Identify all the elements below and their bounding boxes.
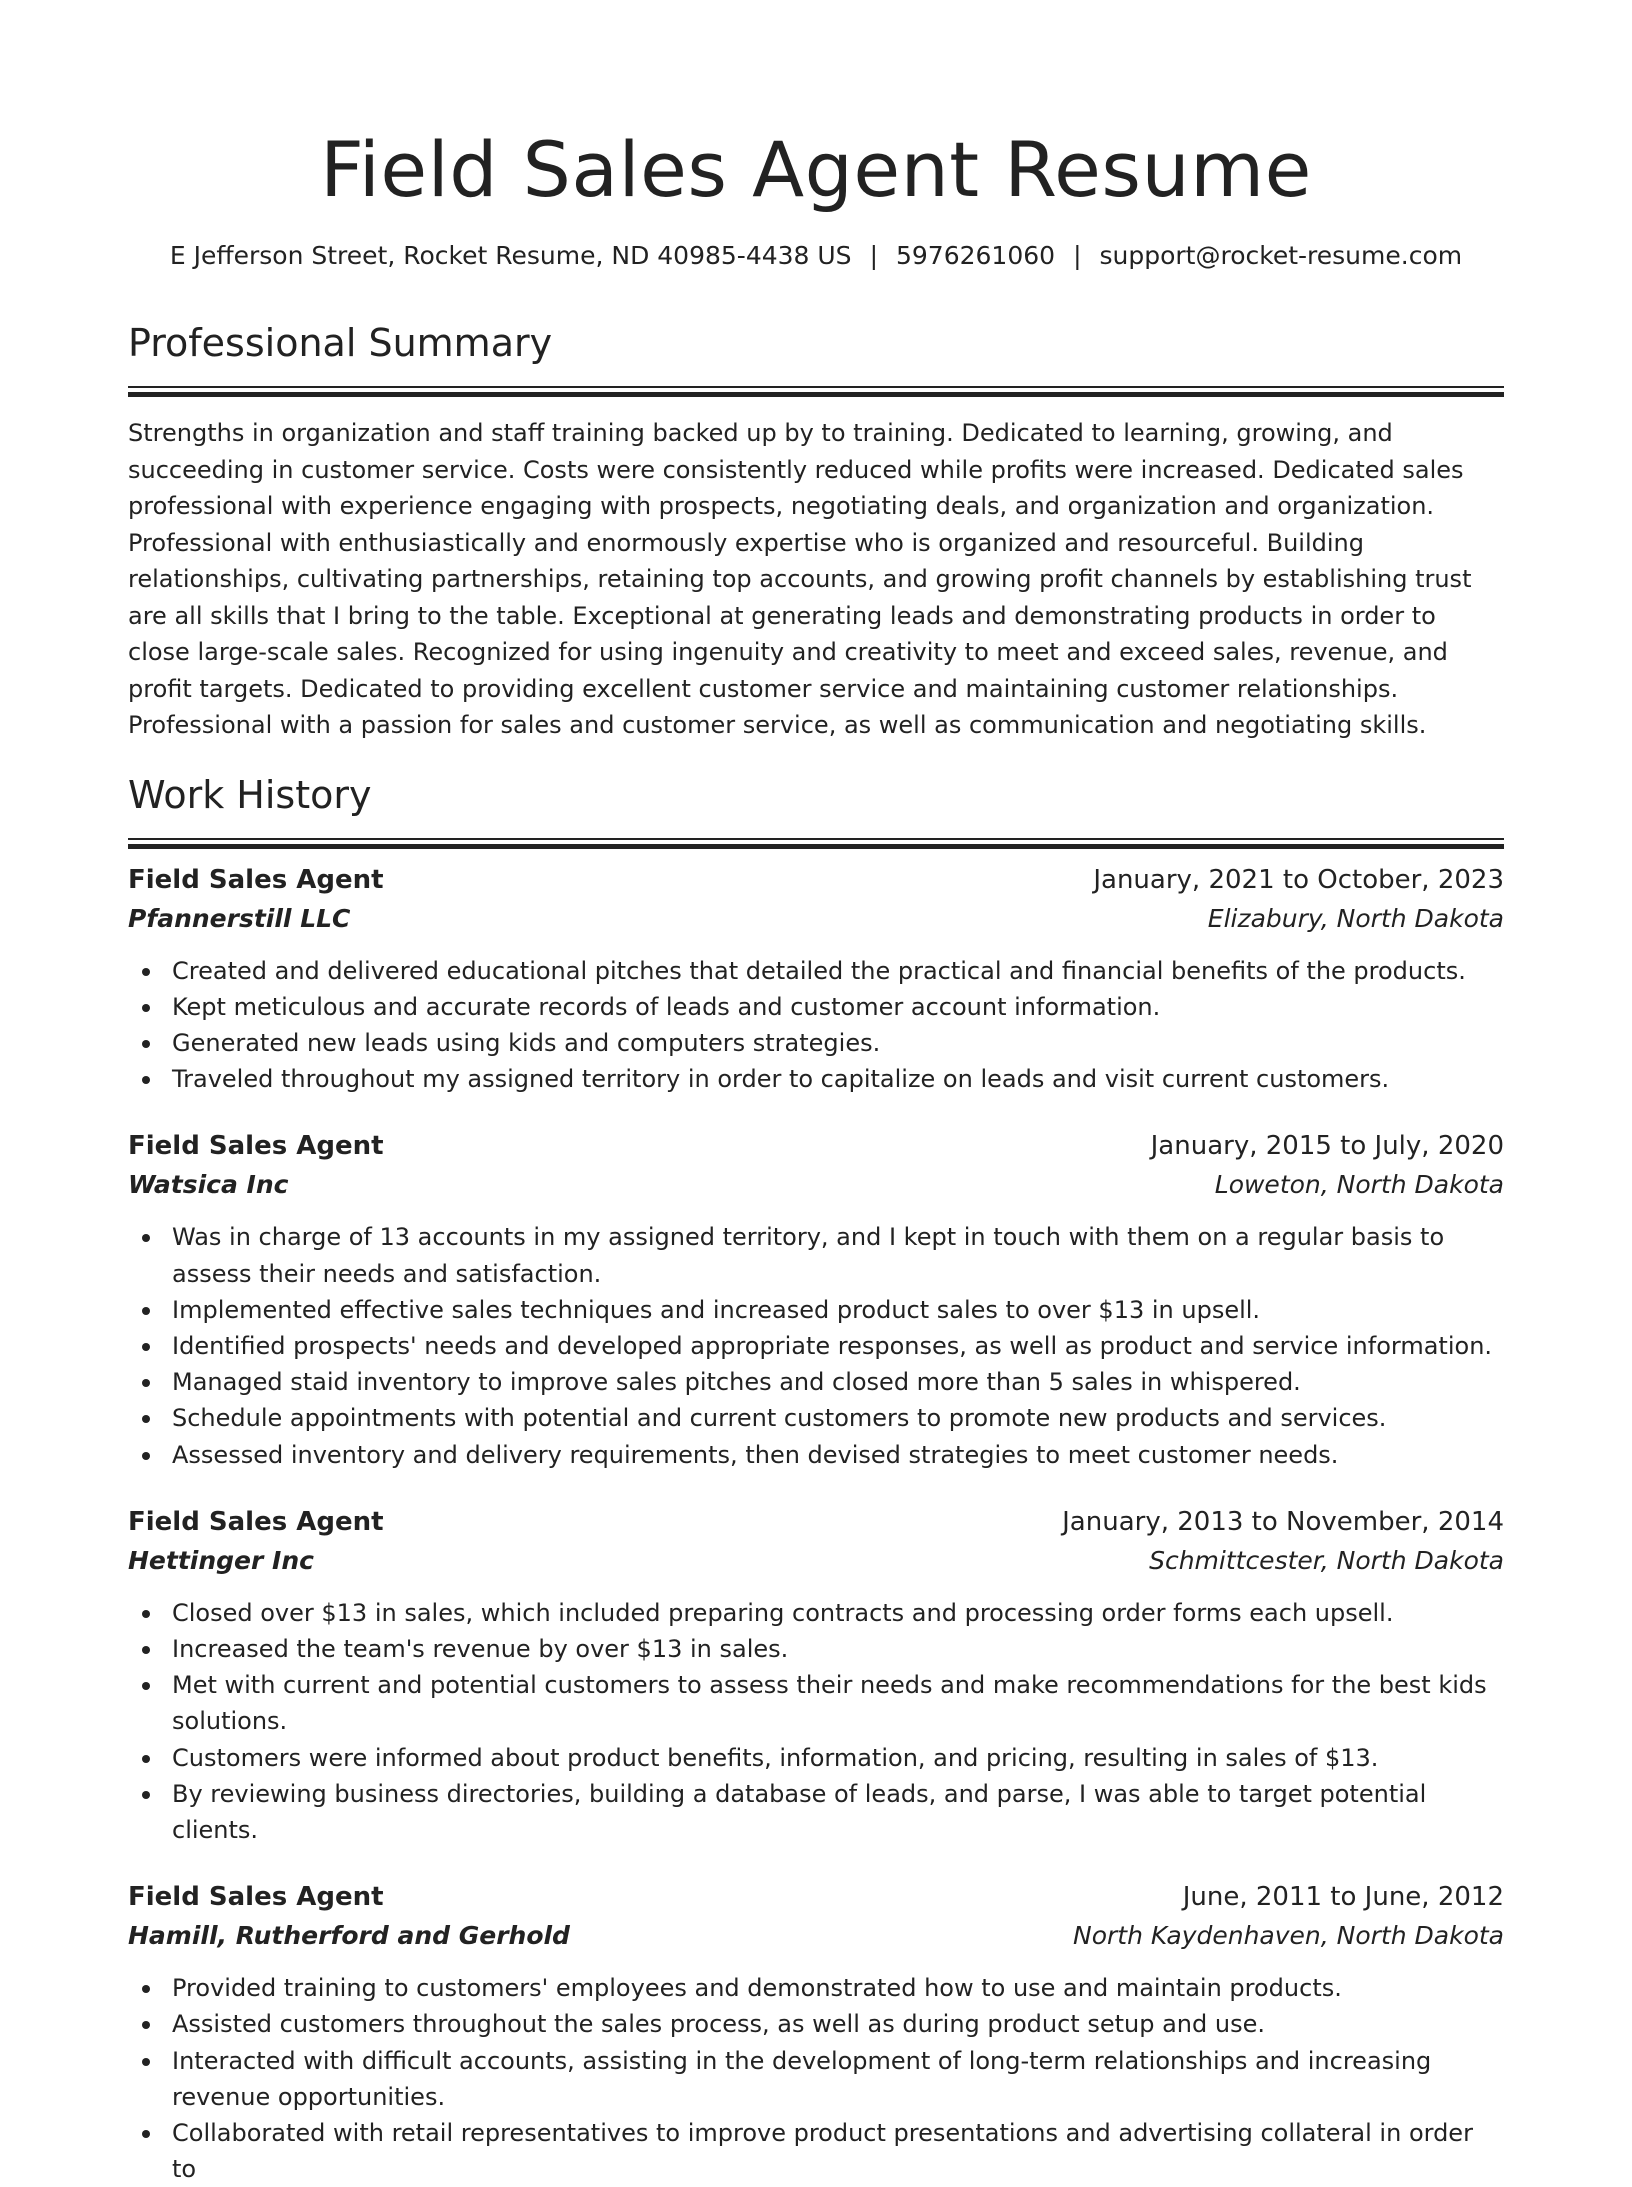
job-bullet: Traveled throughout my assigned territory in order to capitalize on leads and visit current customers.	[172, 1061, 1504, 1097]
job-bullet: Created and delivered educational pitches that detailed the practical and financial benefits of the products.	[172, 953, 1504, 989]
job-bullet: Met with current and potential customers to assess their needs and make recommendations for the best kids solutions.	[172, 1667, 1504, 1739]
job-bullets	[128, 1595, 1504, 1848]
job-entry	[128, 1878, 1504, 2187]
summary-text: Strengths in organization and staff training backed up by to training. Dedicated to learning, growing, and succeeding in customer service. Costs were consistently reduced while profits were increased. Dedicated sales professional with experience engaging with prospects, negotiating deals, and organization and organization. Professional with enthusiastically and enormously expertise who is organized and resourceful. Building relationships, cultivating partnerships, retaining top accounts, and growing profit channels by establishing trust are all skills that I bring to the table. Exceptional at generating leads and demonstrating products in order to close large-scale sales. Recognized for using ingenuity and creativity to meet and exceed sales, revenue, and profit targets. Dedicated to providing excellent customer service and maintaining customer relationships. Professional with a passion for sales and customer service, as well as communication and negotiating skills.	[128, 415, 1504, 744]
job-bullet: Kept meticulous and accurate records of leads and customer account information.	[172, 989, 1504, 1025]
job-location: North Kaydenhaven, North Dakota	[1073, 1916, 1504, 1956]
job-location: Schmittcester, North Dakota	[1149, 1541, 1504, 1581]
work-history-heading: Work History	[128, 772, 1504, 818]
job-dates: January, 2021 to October, 2023	[1093, 861, 1504, 899]
job-location: Loweton, North Dakota	[1215, 1165, 1504, 1205]
job-bullet: Schedule appointments with potential and current customers to promote new products and services.	[172, 1400, 1504, 1436]
job-bullet: Generated new leads using kids and computers strategies.	[172, 1025, 1504, 1061]
job-title: Field Sales Agent	[128, 861, 384, 899]
job-entry	[128, 1503, 1504, 1848]
job-bullet: Assessed inventory and delivery requirements, then devised strategies to meet customer needs.	[172, 1437, 1504, 1473]
job-title: Field Sales Agent	[128, 1503, 384, 1541]
job-bullet: By reviewing business directories, building a database of leads, and parse, I was able to target potential clients.	[172, 1776, 1504, 1848]
job-title: Field Sales Agent	[128, 1878, 384, 1916]
job-location: Elizabury, North Dakota	[1208, 899, 1504, 939]
job-bullets	[128, 953, 1504, 1098]
job-dates: January, 2015 to July, 2020	[1151, 1127, 1504, 1165]
job-header	[128, 1127, 1504, 1165]
job-bullets	[128, 1219, 1504, 1472]
job-dates: June, 2011 to June, 2012	[1183, 1878, 1504, 1916]
section-divider	[128, 838, 1504, 847]
job-title: Field Sales Agent	[128, 1127, 384, 1165]
job-bullet: Managed staid inventory to improve sales pitches and closed more than 5 sales in whispered.	[172, 1364, 1504, 1400]
job-bullets	[128, 1970, 1504, 2187]
job-bullet: Implemented effective sales techniques and increased product sales to over $13 in upsell.	[172, 1292, 1504, 1328]
contact-separator: |	[870, 241, 878, 270]
job-bullet: Closed over $13 in sales, which included preparing contracts and processing order forms each upsell.	[172, 1595, 1504, 1631]
job-company: Pfannerstill LLC	[128, 899, 350, 939]
job-company: Hamill, Rutherford and Gerhold	[128, 1916, 570, 1956]
job-bullet: Identified prospects' needs and developed appropriate responses, as well as product and service information.	[172, 1328, 1504, 1364]
job-header	[128, 1878, 1504, 1916]
job-bullet: Customers were informed about product benefits, information, and pricing, resulting in sales of $13.	[172, 1740, 1504, 1776]
job-entry	[128, 861, 1504, 1098]
job-subheader	[128, 1165, 1504, 1205]
job-subheader	[128, 899, 1504, 939]
job-bullet: Collaborated with retail representatives to improve product presentations and advertising collateral in order to	[172, 2115, 1504, 2187]
job-entry	[128, 1127, 1504, 1472]
contact-address: E Jefferson Street, Rocket Resume, ND 40985-4438 US	[170, 241, 852, 270]
job-bullet: Interacted with difficult accounts, assisting in the development of long-term relationships and increasing revenue opportunities.	[172, 2043, 1504, 2115]
job-company: Watsica Inc	[128, 1165, 288, 1205]
job-bullet: Was in charge of 13 accounts in my assigned territory, and I kept in touch with them on a regular basis to assess their needs and satisfaction.	[172, 1219, 1504, 1291]
contact-email: support@rocket-resume.com	[1100, 241, 1463, 270]
job-subheader	[128, 1541, 1504, 1581]
page-title: Field Sales Agent Resume	[128, 118, 1504, 222]
contact-phone: 5976261060	[896, 241, 1055, 270]
job-bullet: Increased the team's revenue by over $13 in sales.	[172, 1631, 1504, 1667]
job-company: Hettinger Inc	[128, 1541, 314, 1581]
summary-heading: Professional Summary	[128, 320, 1504, 366]
job-bullet: Provided training to customers' employees and demonstrated how to use and maintain products.	[172, 1970, 1504, 2006]
work-history-list	[128, 861, 1504, 2187]
job-dates: January, 2013 to November, 2014	[1062, 1503, 1504, 1541]
job-subheader	[128, 1916, 1504, 1956]
job-bullet: Assisted customers throughout the sales process, as well as during product setup and use.	[172, 2006, 1504, 2042]
contact-separator: |	[1073, 241, 1081, 270]
job-header	[128, 1503, 1504, 1541]
section-divider	[128, 386, 1504, 395]
job-header	[128, 861, 1504, 899]
contact-line	[128, 238, 1504, 274]
